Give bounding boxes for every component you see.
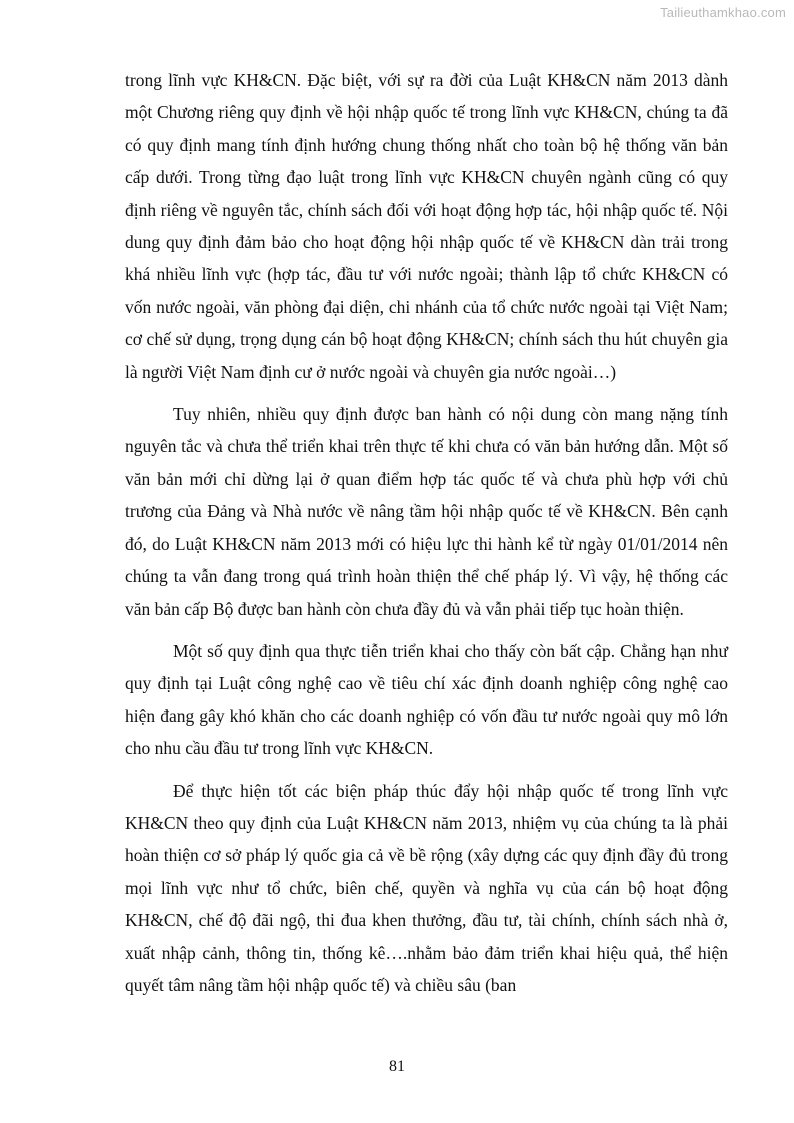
document-body <box>125 64 728 1011</box>
paragraph-legal-framework: Để thực hiện tốt các biện pháp thúc đẩy hội nhập quốc tế trong lĩnh vực KH&CN theo quy định của Luật KH&CN năm 2013, nhiệm vụ của chúng ta là phải hoàn thiện cơ sở pháp lý quốc gia cả về bề rộng (xây dựng các quy định đầy đủ trong mọi lĩnh vực như tổ chức, biên chế, quyền và nghĩa vụ của cán bộ hoạt động KH&CN, chế độ đãi ngộ, thi đua khen thưởng, đầu tư, tài chính, chính sách nhà ở, xuất nhập cảnh, thông tin, thống kê….nhằm bảo đảm triển khai hiệu quả, thể hiện quyết tâm nâng tầm hội nhập quốc tế) và chiều sâu (ban <box>125 780 728 995</box>
watermark-text: Tailieuthamkhao.com <box>660 5 786 20</box>
paragraph-regulations-limitations: Tuy nhiên, nhiều quy định được ban hành có nội dung còn mang nặng tính nguyên tắc và chưa thể triển khai trên thực tế khi chưa có văn bản hướng dẫn. Một số văn bản mới chỉ dừng lại ở quan điểm hợp tác quốc tế và chưa phù hợp với chủ trương của Đảng và Nhà nước về nâng tầm hội nhập quốc tế về KH&CN. Bên cạnh đó, do Luật KH&CN năm 2013 mới có hiệu lực thi hành kể từ ngày 01/01/2014 nên chúng ta vẫn đang trong quá trình hoàn thiện thể chế pháp lý. Vì vậy, hệ thống các văn bản cấp Bộ được ban hành còn chưa đầy đủ và vẫn phải tiếp tục hoàn thiện. <box>125 404 728 619</box>
page-number: 81 <box>389 1058 405 1075</box>
paragraph-continuation: trong lĩnh vực KH&CN. Đặc biệt, với sự ra đời của Luật KH&CN năm 2013 dành một Chương riêng quy định về hội nhập quốc tế trong lĩnh vực KH&CN, chúng ta đã có quy định mang tính định hướng chung thống nhất cho toàn bộ hệ thống văn bản cấp dưới. Trong từng đạo luật trong lĩnh vực KH&CN chuyên ngành cũng có quy định riêng về nguyên tắc, chính sách đối với hoạt động hợp tác, hội nhập quốc tế. Nội dung quy định đảm bảo cho hoạt động hội nhập quốc tế về KH&CN dàn trải trong khá nhiều lĩnh vực (hợp tác, đầu tư với nước ngoài; thành lập tổ chức KH&CN có vốn nước ngoài, văn phòng đại diện, chi nhánh của tổ chức nước ngoài tại Việt Nam; cơ chế sử dụng, trọng dụng cán bộ hoạt động KH&CN; chính sách thu hút chuyên gia là người Việt Nam định cư ở nước ngoài và chuyên gia nước ngoài…) <box>125 70 728 382</box>
paragraph-inadequacies: Một số quy định qua thực tiễn triển khai cho thấy còn bất cập. Chẳng hạn như quy định tại Luật công nghệ cao về tiêu chí xác định doanh nghiệp công nghệ cao hiện đang gây khó khăn cho các doanh nghiệp có vốn đầu tư nước ngoài quy mô lớn cho nhu cầu đầu tư trong lĩnh vực KH&CN. <box>125 640 728 759</box>
